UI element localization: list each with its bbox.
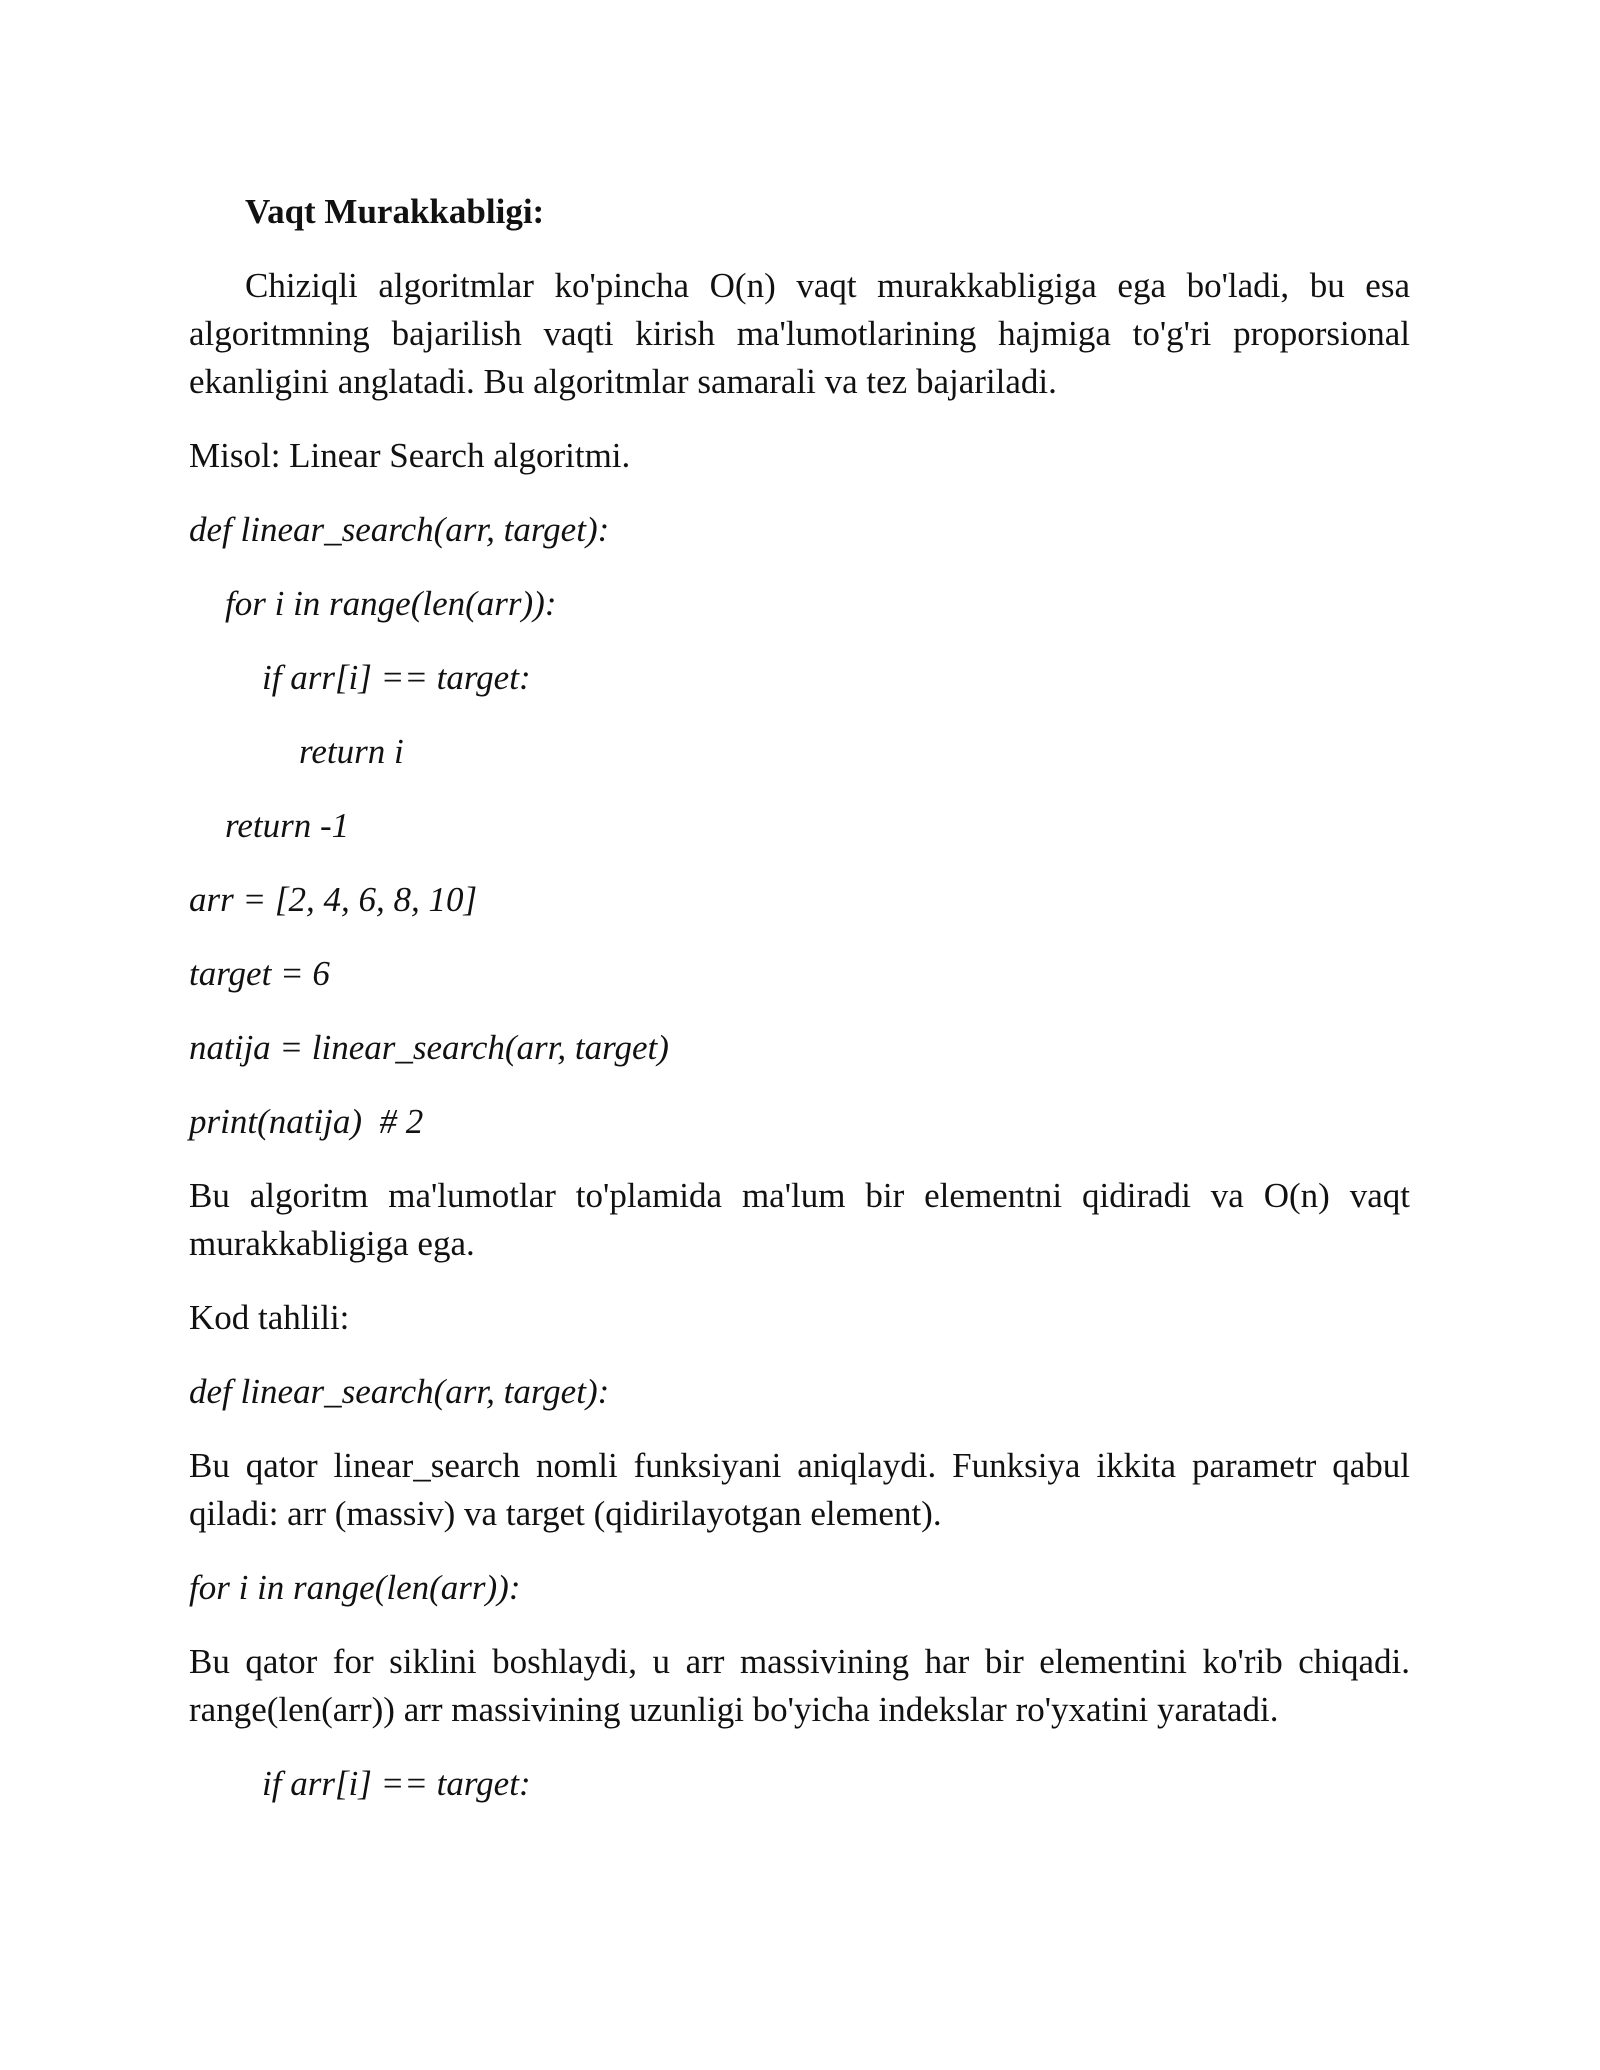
analysis-code-line: if arr[i] == target: xyxy=(262,1764,531,1803)
analysis-code-line: def linear_search(arr, target): xyxy=(189,1372,610,1411)
analysis-paragraph: Bu qator for siklini boshlaydi, u arr massivining har bir elementini ko'rib chiqadi. range(len(arr)) arr massivining uzunligi bo'yicha indekslar ro'yxatini yaratadi. xyxy=(189,1642,1410,1729)
analysis-label: Kod tahlili: xyxy=(189,1298,350,1337)
document-page xyxy=(189,190,1410,1834)
code-line: print(natija) # 2 xyxy=(189,1102,424,1141)
code-line: if arr[i] == target: xyxy=(262,658,531,697)
analysis-code-line: for i in range(len(arr)): xyxy=(189,1568,521,1607)
code-line: target = 6 xyxy=(189,954,330,993)
code-line: for i in range(len(arr)): xyxy=(225,584,557,623)
summary-paragraph: Bu algoritm ma'lumotlar to'plamida ma'lum bir elementni qidiradi va O(n) vaqt murakkabligiga ega. xyxy=(189,1176,1410,1263)
analysis-paragraph: Bu qator linear_search nomli funksiyani aniqlaydi. Funksiya ikkita parametr qabul qiladi: arr (massiv) va target (qidirilayotgan element). xyxy=(189,1446,1410,1533)
code-line: return i xyxy=(299,732,404,771)
code-line: def linear_search(arr, target): xyxy=(189,510,610,549)
code-block xyxy=(189,506,1410,1146)
code-line: natija = linear_search(arr, target) xyxy=(189,1028,669,1067)
intro-paragraph: Chiziqli algoritmlar ko'pincha O(n) vaqt murakkabligiga ega bo'ladi, bu esa algoritmning bajarilish vaqti kirish ma'lumotlarining hajmiga to'g'ri proporsional ekanligini anglatadi. Bu algoritmlar samarali va tez bajariladi. xyxy=(189,266,1410,401)
section-heading: Vaqt Murakkabligi: xyxy=(245,192,545,231)
code-line: return -1 xyxy=(225,806,350,845)
code-line: arr = [2, 4, 6, 8, 10] xyxy=(189,880,478,919)
example-label: Misol: Linear Search algoritmi. xyxy=(189,436,631,475)
